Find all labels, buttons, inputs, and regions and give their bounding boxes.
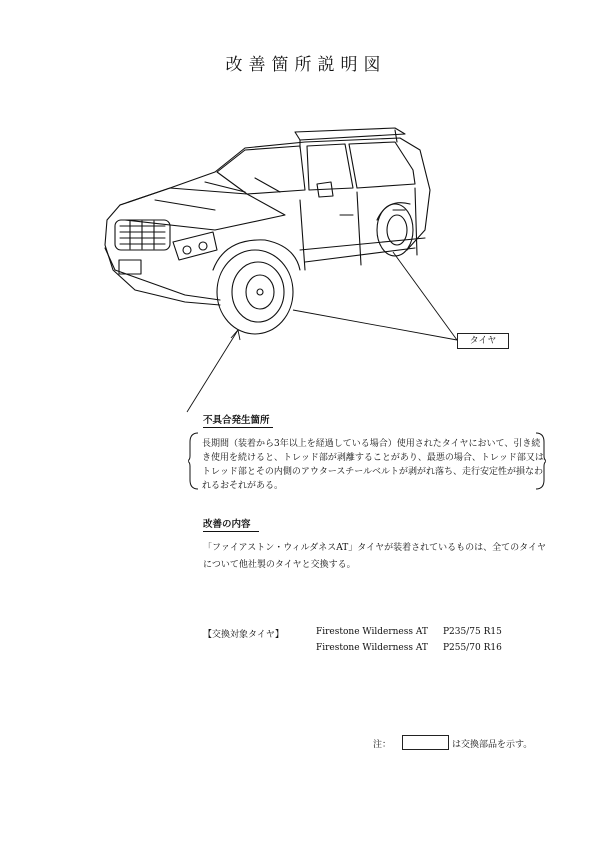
improvement-heading: 改善の内容 [203, 516, 259, 532]
defect-description: 長期間（装着から3年以上を経過している場合）使用されたタイヤにおいて、引き続き使用を続けると、トレッド部が剥離することがあり、最悪の場合、トレッド部又はトレッド部とその内側のアウタースチールベルトが剥がれ落ち、走行安定性が損なわれるおそれがある。 [202, 439, 544, 491]
legend-box [402, 735, 449, 750]
tire-row [316, 643, 502, 653]
target-tires-label: 【交換対象タイヤ】 [203, 630, 284, 640]
leader-line-defect [187, 330, 238, 412]
tire-row [316, 627, 502, 637]
tire-size: P255/70 R16 [443, 643, 502, 653]
tire-callout-label: タイヤ [457, 333, 509, 349]
note-text: は交換部品を示す。 [452, 740, 533, 750]
note-prefix: 注： [373, 740, 392, 750]
tire-name: Firestone Wilderness AT [316, 643, 428, 653]
improvement-description: 「ファイアストン・ウィルダネスAT」タイヤが装着されているものは、全てのタイヤについて他社製のタイヤと交換する。 [203, 543, 546, 570]
defect-heading: 不具合発生箇所 [203, 412, 273, 428]
tire-size: P235/75 R15 [443, 627, 502, 637]
page-title: 改善箇所説明図 [225, 55, 387, 75]
vehicle-illustration [95, 120, 435, 340]
tire-name: Firestone Wilderness AT [316, 627, 428, 637]
